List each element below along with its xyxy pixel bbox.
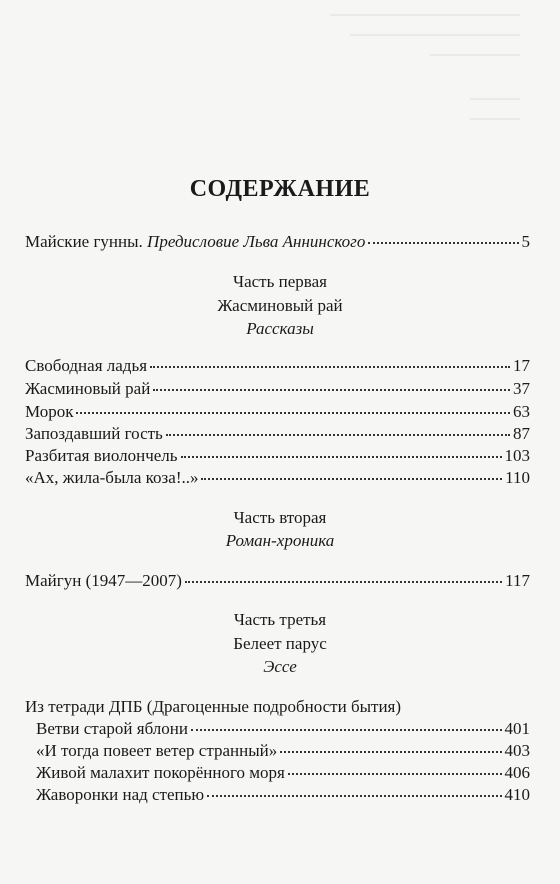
toc-page-number: 406 <box>504 763 530 782</box>
toc-entry <box>25 379 530 399</box>
toc-page-number: 87 <box>513 424 530 443</box>
preface-subtitle: Предисловие Льва Аннинского <box>147 232 366 251</box>
toc-entry <box>25 402 530 422</box>
toc-entry-label: Свободная ладья <box>25 356 148 375</box>
toc-page-number: 17 <box>513 356 530 375</box>
toc-entry-label: Живой малахит покорённого моря <box>36 763 285 782</box>
toc-entry-label: Разбитая виолончель <box>25 446 178 465</box>
toc-page-number: 103 <box>504 446 530 465</box>
toc-entry <box>36 741 530 761</box>
toc-entry-label: Жаворонки над степью <box>36 785 205 804</box>
toc-entry <box>25 468 530 488</box>
toc-page-number: 403 <box>504 741 530 760</box>
bleed-through-mark <box>330 14 520 16</box>
leader-dots <box>166 433 510 436</box>
leader-dots <box>280 750 501 753</box>
bleed-through-mark <box>350 34 520 36</box>
leader-dots <box>181 455 502 458</box>
toc-entry <box>25 424 530 444</box>
toc-page-number: 410 <box>504 785 530 804</box>
leader-dots <box>153 388 510 391</box>
leader-dots <box>201 477 502 480</box>
part3-genre: Эссе <box>263 657 297 676</box>
toc-entry <box>25 446 530 466</box>
preface-title: Майские гунны. <box>25 232 148 251</box>
contents-title: СОДЕРЖАНИЕ <box>189 176 371 202</box>
toc-entry <box>36 719 530 739</box>
toc-entry-label: Майгун (1947—2007) <box>25 571 182 590</box>
leader-dots <box>150 365 510 368</box>
toc-page-number: 37 <box>513 379 530 398</box>
toc-page-number: 5 <box>521 232 530 251</box>
toc-entry-label: «Ах, жила-была коза!..» <box>25 468 199 487</box>
bleed-through-mark <box>470 98 520 100</box>
leader-dots <box>207 794 501 797</box>
part3-name: Белеет парус <box>233 634 327 653</box>
toc-entry-label <box>25 232 365 252</box>
part2-heading: Часть вторая <box>233 508 327 527</box>
toc-entry <box>25 571 530 591</box>
bleed-through-mark <box>430 54 520 56</box>
part1-heading: Часть первая <box>233 272 327 291</box>
toc-page-number: 110 <box>505 468 530 487</box>
leader-dots <box>76 411 510 414</box>
toc-entry <box>36 763 530 783</box>
toc-page-number: 401 <box>504 719 530 738</box>
toc-entry-preface <box>25 232 530 252</box>
toc-entry-label: Жасминовый рай <box>25 379 151 398</box>
leader-dots <box>185 580 502 583</box>
leader-dots <box>368 241 518 244</box>
leader-dots <box>191 728 502 731</box>
part1-genre: Рассказы <box>246 319 314 338</box>
toc-entry <box>25 356 530 376</box>
section-title: Из тетради ДПБ (Драгоценные подробности бытия) <box>25 697 402 716</box>
part2-genre: Роман-хроника <box>225 531 335 550</box>
toc-page-number: 117 <box>505 571 530 590</box>
part1-name: Жасминовый рай <box>217 296 343 315</box>
leader-dots <box>288 772 502 775</box>
part3-heading: Часть третья <box>233 610 327 629</box>
toc-entry-label: Запоздавший гость <box>25 424 163 443</box>
toc-entry-label: «И тогда повеет ветер странный» <box>36 741 278 760</box>
bleed-through-mark <box>470 118 520 120</box>
toc-entry-label: Морок <box>25 402 74 421</box>
toc-entry <box>36 785 530 805</box>
toc-page-number: 63 <box>513 402 530 421</box>
toc-entry-label: Ветви старой яблони <box>36 719 188 738</box>
